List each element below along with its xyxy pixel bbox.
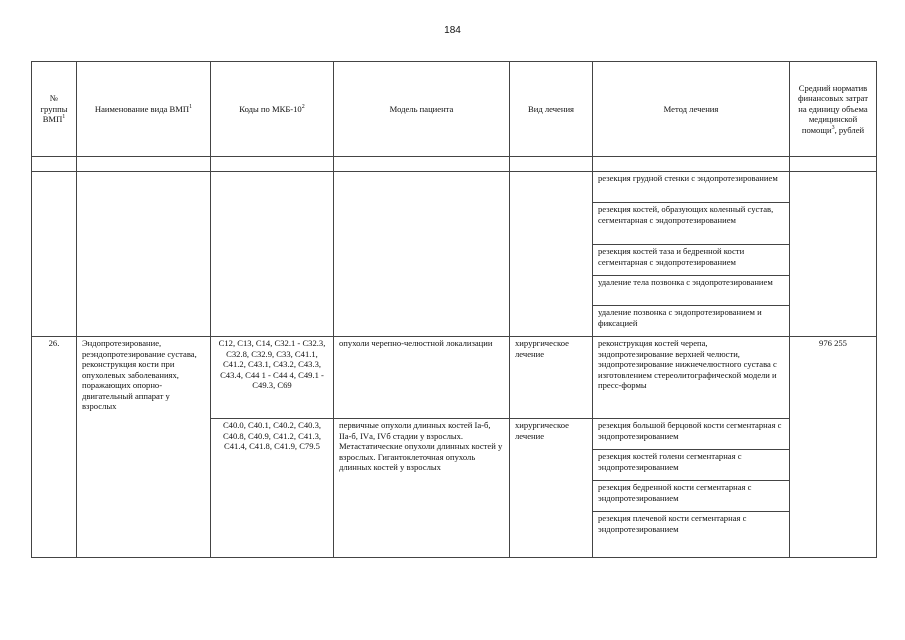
treatment-method: удаление тела позвонка с эндопротезированием <box>593 276 790 306</box>
icd-codes: C12, C13, C14, C32.1 - C32.3, C32.8, C32.9, C33, C41.1, C41.2, C43.1, C43.2, C43.3, C43.4, C44 1 - C44 4, C49.1 - C49.3, C69 <box>211 337 334 419</box>
table-row <box>32 172 877 203</box>
average-cost: 976 255 <box>790 337 877 558</box>
treatment-method: резекция грудной стенки с эндопротезированием <box>593 172 790 203</box>
treatment-method: резекция костей голени сегментарная с эндопротезированием <box>593 450 790 481</box>
treatment-method: резекция костей таза и бедренной кости сегментарная с эндопротезированием <box>593 245 790 276</box>
vmp-table <box>31 61 877 558</box>
header-vmp-name: Наименование вида ВМП$^1$ <box>77 62 211 157</box>
treatment-method: реконструкция костей черепа, эндопротезирование верхней челюсти, эндопротезирование нижнечелюстного сустава с изготовлением стереолитографической модели и пресс-формы <box>593 337 790 419</box>
treatment-method: резекция костей, образующих коленный сустав, сегментарная с эндопротезированием <box>593 203 790 245</box>
group-number: 26. <box>32 337 77 558</box>
treatment-type: хирургическое лечение <box>510 419 593 558</box>
page-number: 184 <box>444 25 461 36</box>
treatment-method: резекция бедренной кости сегментарная с эндопротезированием <box>593 481 790 512</box>
header-treatment-type: Вид лечения <box>510 62 593 157</box>
patient-model: опухоли черепно-челюстной локализации <box>334 337 510 419</box>
treatment-method: резекция большой берцовой кости сегментарная с эндопротезированием <box>593 419 790 450</box>
header-patient-model: Модель пациента <box>334 62 510 157</box>
header-treatment-method: Метод лечения <box>593 62 790 157</box>
vmp-name: Эндопротезирование, реэндопротезирование сустава, реконструкция кости при опухолевых заболеваниях, поражающих опорно-двигательный аппарат у взрослых <box>77 337 211 558</box>
treatment-method: резекция плечевой кости сегментарная с эндопротезированием <box>593 512 790 558</box>
patient-model: первичные опухоли длинных костей Iа-б, IIа-б, IVа, IVб стадии у взрослых. Метастатические опухоли длинных костей у взрослых. Гигантоклеточная опухоль длинных костей у взрослых <box>334 419 510 558</box>
header-group-number: № группы ВМП$^1$ <box>32 62 77 157</box>
treatment-type: хирургическое лечение <box>510 337 593 419</box>
header-average-cost: Средний норматив финансовых затрат на единицу объема медицинской помощи$^3$, рублей <box>790 62 877 157</box>
table-row <box>32 337 877 419</box>
header-row <box>32 62 877 157</box>
spacer-row <box>32 157 877 172</box>
header-icd-codes: Коды по МКБ-$10^2$ <box>211 62 334 157</box>
icd-codes: C40.0, C40.1, C40.2, C40.3, C40.8, C40.9, C41.2, C41.3, C41.4, C41.8, C41.9, C79.5 <box>211 419 334 558</box>
treatment-method: удаление позвонка с эндопротезированием и фиксацией <box>593 306 790 337</box>
